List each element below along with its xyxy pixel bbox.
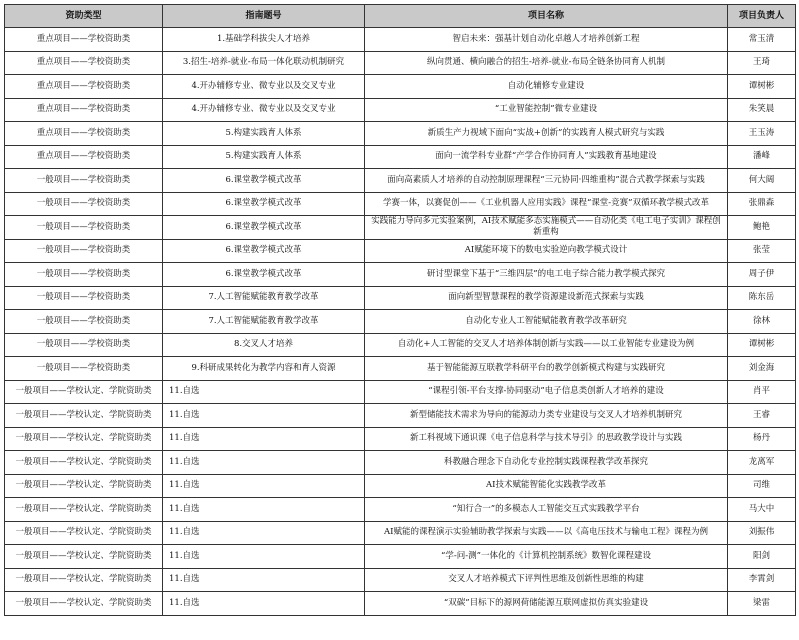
cell-project-leader: 常玉清 [728, 28, 796, 52]
cell-funding-type: 一般项目——学校认定、学院资助类 [5, 427, 163, 451]
cell-funding-type: 一般项目——学校认定、学院资助类 [5, 545, 163, 569]
cell-funding-type: 一般项目——学校资助类 [5, 310, 163, 334]
cell-project-name: 自动化辅修专业建设 [365, 75, 728, 99]
cell-funding-type: 一般项目——学校认定、学院资助类 [5, 404, 163, 428]
cell-project-leader: 龙离军 [728, 451, 796, 475]
table-row [5, 216, 796, 240]
table-row [5, 75, 796, 99]
table-row [5, 474, 796, 498]
cell-guide-topic: 11.自选 [163, 568, 365, 592]
cell-project-name: 面向一流学科专业群“产学合作协同育人”实践教育基地建设 [365, 145, 728, 169]
cell-project-name: AI赋能环境下的数电实验逆向教学模式设计 [365, 239, 728, 263]
cell-guide-topic: 11.自选 [163, 474, 365, 498]
cell-project-leader: 徐林 [728, 310, 796, 334]
cell-funding-type: 一般项目——学校资助类 [5, 192, 163, 216]
table-row [5, 145, 796, 169]
cell-funding-type: 重点项目——学校资助类 [5, 98, 163, 122]
cell-project-name: 面向高素质人才培养的自动控制原理课程“三元协同·四维重构”混合式教学探索与实践 [365, 169, 728, 193]
cell-guide-topic: 11.自选 [163, 380, 365, 404]
table-row [5, 263, 796, 287]
table-row [5, 404, 796, 428]
cell-project-name: 新工科视域下通识课《电子信息科学与技术导引》的思政教学设计与实践 [365, 427, 728, 451]
cell-funding-type: 重点项目——学校资助类 [5, 122, 163, 146]
cell-project-leader: 王琦 [728, 51, 796, 75]
cell-project-leader: 张鼎森 [728, 192, 796, 216]
cell-project-leader: 张莹 [728, 239, 796, 263]
cell-project-leader: 王睿 [728, 404, 796, 428]
table-row [5, 28, 796, 52]
cell-guide-topic: 11.自选 [163, 451, 365, 475]
cell-funding-type: 一般项目——学校认定、学院资助类 [5, 474, 163, 498]
table-row [5, 310, 796, 334]
cell-project-name: 基于智能能源互联教学科研平台的教学创新模式构建与实践研究 [365, 357, 728, 381]
cell-funding-type: 重点项目——学校资助类 [5, 75, 163, 99]
cell-project-leader: 潘峰 [728, 145, 796, 169]
cell-guide-topic: 6.课堂教学模式改革 [163, 216, 365, 240]
table-row [5, 169, 796, 193]
cell-project-leader: 李霄剑 [728, 568, 796, 592]
cell-project-name: “双碳”目标下的源网荷储能源互联网虚拟仿真实验建设 [365, 592, 728, 616]
cell-guide-topic: 4.开办辅修专业、微专业以及交叉专业 [163, 75, 365, 99]
cell-guide-topic: 6.课堂教学模式改革 [163, 192, 365, 216]
table-row [5, 239, 796, 263]
cell-funding-type: 一般项目——学校资助类 [5, 216, 163, 240]
cell-funding-type: 一般项目——学校认定、学院资助类 [5, 592, 163, 616]
cell-guide-topic: 11.自选 [163, 498, 365, 522]
header-project-leader: 项目负责人 [728, 5, 796, 28]
cell-guide-topic: 6.课堂教学模式改革 [163, 239, 365, 263]
table-row [5, 545, 796, 569]
cell-guide-topic: 7.人工智能赋能教育教学改革 [163, 310, 365, 334]
table-row [5, 357, 796, 381]
cell-project-leader: 阳剑 [728, 545, 796, 569]
cell-funding-type: 一般项目——学校资助类 [5, 263, 163, 287]
cell-guide-topic: 7.人工智能赋能教育教学改革 [163, 286, 365, 310]
cell-funding-type: 一般项目——学校认定、学院资助类 [5, 380, 163, 404]
cell-project-leader: 刘振伟 [728, 521, 796, 545]
header-project-name: 项目名称 [365, 5, 728, 28]
header-guide-topic: 指南题号 [163, 5, 365, 28]
cell-funding-type: 一般项目——学校认定、学院资助类 [5, 451, 163, 475]
cell-project-leader: 何大阔 [728, 169, 796, 193]
cell-project-leader: 陈东岳 [728, 286, 796, 310]
table-row [5, 498, 796, 522]
cell-project-name: AI技术赋能智能化实践教学改革 [365, 474, 728, 498]
cell-guide-topic: 11.自选 [163, 592, 365, 616]
cell-guide-topic: 11.自选 [163, 404, 365, 428]
cell-funding-type: 一般项目——学校认定、学院资助类 [5, 521, 163, 545]
table-row [5, 521, 796, 545]
cell-guide-topic: 4.开办辅修专业、微专业以及交叉专业 [163, 98, 365, 122]
project-table [4, 4, 796, 616]
table-row [5, 451, 796, 475]
cell-funding-type: 重点项目——学校资助类 [5, 145, 163, 169]
table-row [5, 192, 796, 216]
cell-project-name: “学-问-测”一体化的《计算机控制系统》数智化课程建设 [365, 545, 728, 569]
cell-project-leader: 杨丹 [728, 427, 796, 451]
cell-project-leader: 谭树彬 [728, 333, 796, 357]
cell-guide-topic: 11.自选 [163, 545, 365, 569]
cell-funding-type: 重点项目——学校资助类 [5, 28, 163, 52]
cell-guide-topic: 5.构建实践育人体系 [163, 122, 365, 146]
cell-project-leader: 刘金海 [728, 357, 796, 381]
cell-project-name: 新型储能技术需求为导向的能源动力类专业建设与交叉人才培养机制研究 [365, 404, 728, 428]
cell-guide-topic: 6.课堂教学模式改革 [163, 263, 365, 287]
cell-guide-topic: 8.交叉人才培养 [163, 333, 365, 357]
cell-project-leader: 肖平 [728, 380, 796, 404]
table-header-row [5, 5, 796, 28]
table-row [5, 427, 796, 451]
cell-funding-type: 重点项目——学校资助类 [5, 51, 163, 75]
table-row [5, 380, 796, 404]
cell-funding-type: 一般项目——学校认定、学院资助类 [5, 568, 163, 592]
cell-project-leader: 谭树彬 [728, 75, 796, 99]
cell-project-leader: 梁雷 [728, 592, 796, 616]
cell-project-leader: 马大中 [728, 498, 796, 522]
header-funding-type: 资助类型 [5, 5, 163, 28]
cell-guide-topic: 6.课堂教学模式改革 [163, 169, 365, 193]
cell-funding-type: 一般项目——学校资助类 [5, 286, 163, 310]
table-row [5, 98, 796, 122]
cell-guide-topic: 9.科研成果转化为教学内容和育人资源 [163, 357, 365, 381]
table-row [5, 286, 796, 310]
cell-project-name: 科教融合理念下自动化专业控制实践课程教学改革探究 [365, 451, 728, 475]
table-row [5, 568, 796, 592]
cell-project-name: “工业智能控制”微专业建设 [365, 98, 728, 122]
cell-project-name: 实践能力导向多元实验案例，AI技术赋能多态实施模式——自动化类《电工电子实训》课程创新重构 [365, 216, 728, 240]
table-row [5, 592, 796, 616]
cell-guide-topic: 1.基础学科拔尖人才培养 [163, 28, 365, 52]
cell-project-name: 自动化+人工智能的交叉人才培养体制创新与实践——以工业智能专业建设为例 [365, 333, 728, 357]
cell-guide-topic: 3.招生-培养-就业-布局一体化联动机制研究 [163, 51, 365, 75]
cell-project-name: 智启未来：强基计划自动化卓越人才培养创新工程 [365, 28, 728, 52]
cell-guide-topic: 5.构建实践育人体系 [163, 145, 365, 169]
cell-funding-type: 一般项目——学校资助类 [5, 357, 163, 381]
cell-project-name: 新质生产力视域下面向“实战+创新”的实践育人模式研究与实践 [365, 122, 728, 146]
cell-project-leader: 朱笑晨 [728, 98, 796, 122]
cell-funding-type: 一般项目——学校资助类 [5, 333, 163, 357]
cell-project-name: 自动化专业人工智能赋能教育教学改革研究 [365, 310, 728, 334]
cell-project-name: 交叉人才培养模式下评判性思维及创新性思维的构建 [365, 568, 728, 592]
cell-funding-type: 一般项目——学校认定、学院资助类 [5, 498, 163, 522]
cell-project-name: “课程引领-平台支撑-协同驱动”电子信息类创新人才培养的建设 [365, 380, 728, 404]
table-row [5, 51, 796, 75]
cell-funding-type: 一般项目——学校资助类 [5, 169, 163, 193]
cell-guide-topic: 11.自选 [163, 427, 365, 451]
cell-project-name: 研讨型课堂下基于“三维四层”的电工电子综合能力教学模式探究 [365, 263, 728, 287]
cell-project-leader: 周子伊 [728, 263, 796, 287]
cell-funding-type: 一般项目——学校资助类 [5, 239, 163, 263]
cell-project-leader: 司维 [728, 474, 796, 498]
cell-project-name: 面向新型智慧课程的教学资源建设新范式探索与实践 [365, 286, 728, 310]
table-row [5, 333, 796, 357]
cell-project-name: 纵向贯通、横向融合的招生-培养-就业-布局全链条协同育人机制 [365, 51, 728, 75]
cell-project-name: AI赋能的课程演示实验辅助教学探索与实践——以《高电压技术与输电工程》课程为例 [365, 521, 728, 545]
cell-project-name: 学赛一体，以赛促创——《工业机器人应用实践》课程“课堂-竞赛”双循环教学模式改革 [365, 192, 728, 216]
cell-project-leader: 王玉涛 [728, 122, 796, 146]
cell-project-leader: 鲍艳 [728, 216, 796, 240]
table-body [5, 28, 796, 616]
cell-guide-topic: 11.自选 [163, 521, 365, 545]
table-row [5, 122, 796, 146]
cell-project-name: “知行合一”的多模态人工智能交互式实践教学平台 [365, 498, 728, 522]
